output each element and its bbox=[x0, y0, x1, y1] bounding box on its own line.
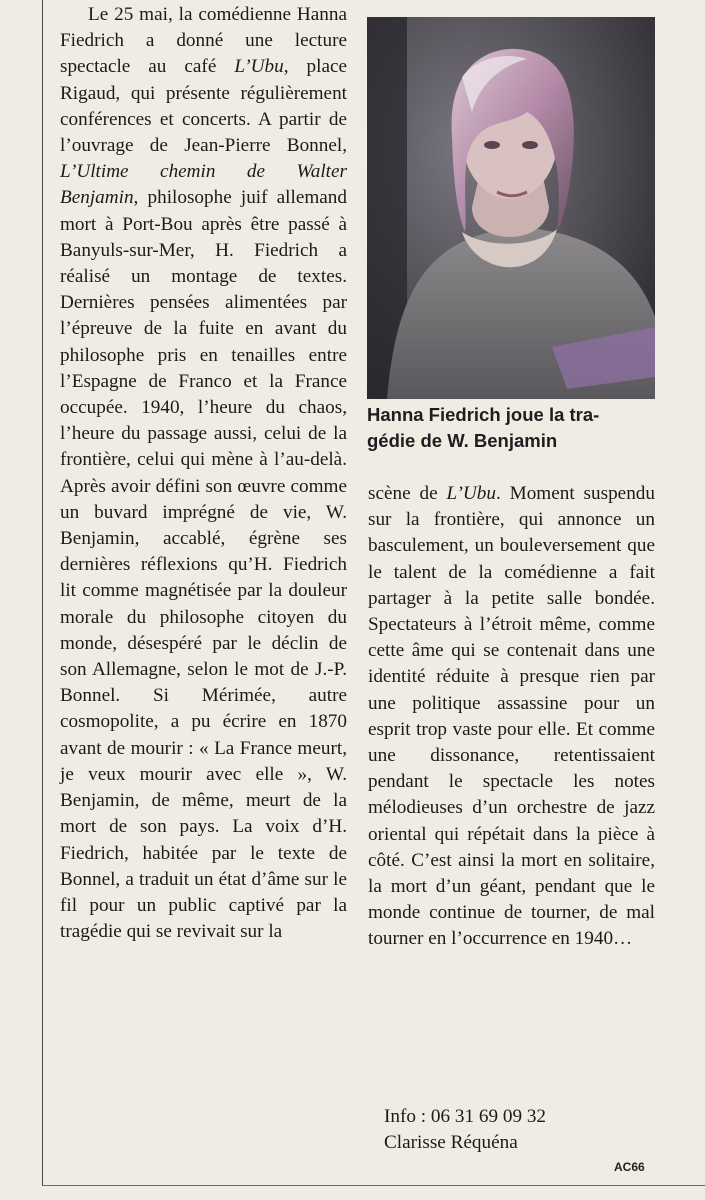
book-title: L’Ultime chemin de Walter Benjamin bbox=[60, 161, 347, 209]
caption-line: Hanna Fiedrich joue la tra- bbox=[367, 404, 600, 425]
article-left-column bbox=[60, 2, 347, 945]
left-column-rule bbox=[42, 0, 43, 1185]
text-segment: scène de bbox=[368, 483, 447, 504]
article-right-column bbox=[368, 481, 655, 953]
info-phone: Info : 06 31 69 09 32 bbox=[384, 1106, 547, 1127]
photo-caption bbox=[367, 402, 667, 454]
venue-name: L’Ubu bbox=[446, 483, 496, 504]
caption-line: gédie de W. Benjamin bbox=[367, 430, 558, 451]
article-footer bbox=[384, 1104, 664, 1156]
text-segment: . Moment suspendu sur la frontière, qui annonce un basculement, un bouleversement que le talent de la comédienne a fait partager à la petite salle bondée. Spectateurs à l’étroit même, comme cette âme qui se contenait dans une identité réduite à presque rien par une politique assassine pour un esprit trop vaste pour elle. Et comme une dissonance, retentissaient pendant le spectacle les notes mélodieuses d’un orchestre de jazz oriental qui répétait dans la pièce à côté. C’est ainsi la mort en solitaire, la mort d’un géant, pendant que le monde continue de tourner, de mal tourner en l’occurrence en 1940… bbox=[368, 483, 655, 950]
text-segment: , philosophe juif allemand mort à Port-Bou après être passé à Banyuls-sur-Mer, H. Fiedrich a réalisé un montage de textes. Dernières pensées alimentées par l’épreuve de la fuite en avant du philosophe pris en tenailles entre l’Espagne de Franco et la France occupée. 1940, l’heure du chaos, l’heure du passage aussi, celui de la frontière, celui qui mène à l’au-delà. Après avoir défini son œuvre comme un buvard imprégné de vie, W. Benjamin, accablé, égrène ses dernières réflexions qu’H. Fiedrich lit comme magnétisée par la douleur morale du philosophe citoyen du monde, désespéré par le déclin de son Allemagne, selon le mot de J.-P. Bonnel. Si Mérimée, autre cosmopolite, a pu écrire en 1870 avant de mourir : « La France meurt, je veux mourir avec elle », W. Benjamin, de même, meurt de la mort de son pays. La voix d’H. Fiedrich, habitée par le texte de Bonnel, a traduit un état d’âme sur le fil pour un public captivé par la tragédie qui se revivait sur la bbox=[60, 187, 347, 943]
text-segment: , place Rigaud, qui présente régulièrement conférences et concerts. A partir de l’ouvrage de Jean-Pierre Bonnel, bbox=[60, 56, 347, 157]
article-paragraph-right bbox=[368, 481, 655, 953]
text-segment: Le 25 mai, la comédienne Hanna Fiedrich a donné une lecture spectacle au café bbox=[60, 4, 347, 78]
actress-photo bbox=[367, 17, 655, 399]
venue-name: L’Ubu bbox=[234, 56, 284, 78]
author-byline: Clarisse Réquéna bbox=[384, 1132, 518, 1153]
bottom-rule bbox=[42, 1185, 705, 1186]
page-tag: AC66 bbox=[614, 1160, 645, 1174]
article-paragraph-left bbox=[60, 2, 347, 945]
portrait-image bbox=[367, 17, 655, 399]
